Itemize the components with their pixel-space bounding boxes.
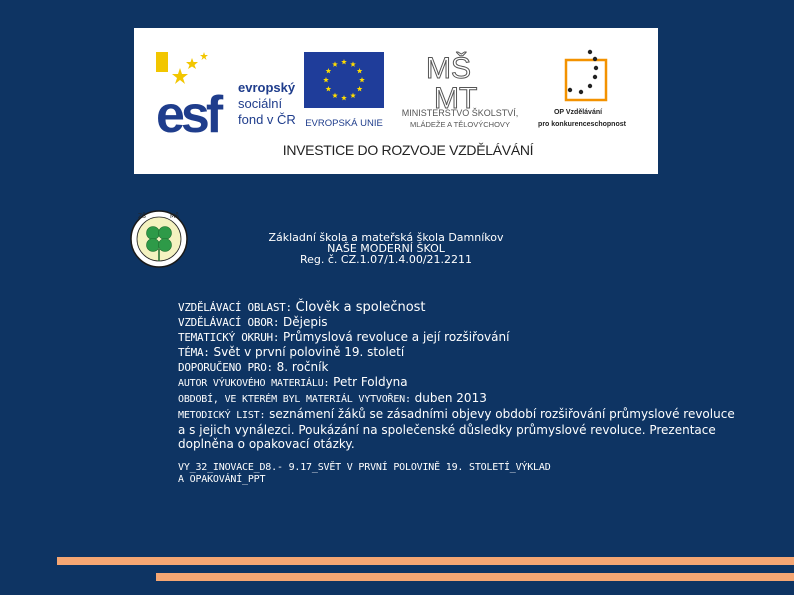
period-row: [178, 391, 738, 407]
school-header: [200, 232, 572, 265]
topic-value: Svět v první polovině 19. století: [213, 345, 405, 359]
recommended-row: [178, 360, 738, 375]
recommended-value: 8. ročník: [276, 360, 329, 374]
registration-number: Reg. č. CZ.1.07/1.4.00/21.2211: [299, 253, 473, 266]
svg-text:MŠ: MŠ: [426, 52, 471, 85]
material-code-line2: A OPAKOVÁNÍ_PPT: [178, 474, 266, 485]
material-code: [178, 462, 738, 486]
esf-line2: sociální: [238, 96, 283, 111]
method-row: [178, 407, 738, 451]
topic-label: TÉMA:: [178, 346, 210, 359]
material-code-line1: VY_32_INOVACE_D8.- 9.17_SVĚT V PRVNÍ POLOVINĚ 19. STOLETÍ_VÝKLAD: [178, 462, 551, 473]
msmt-logo: [402, 51, 519, 129]
svg-text:MŠ: MŠ: [170, 213, 179, 220]
area-row: [178, 300, 738, 315]
theme-label: TEMATICKÝ OKRUH:: [178, 331, 280, 344]
partner-logos-banner: [134, 28, 658, 174]
material-info: [178, 300, 738, 451]
author-label: AUTOR VÝUKOVÉHO MATERIÁLU:: [178, 378, 330, 389]
op-vzdelavani-logo: [538, 50, 627, 128]
area-label: VZDĚLÁVACÍ OBLAST:: [178, 301, 292, 314]
project-name: NAŠE MODERNÍ ŠKOL: [327, 242, 445, 255]
theme-value: Průmyslová revoluce a její rozšiřování: [283, 330, 510, 344]
decorative-stripe-top: [57, 557, 794, 565]
period-value: duben 2013: [414, 391, 487, 405]
method-label: METODICKÝ LIST:: [178, 410, 266, 421]
period-label: OBDOBÍ, VE KTERÉM BYL MATERIÁL VYTVOŘEN:: [178, 394, 411, 405]
op-line2: pro konkurenceschopnost: [538, 121, 626, 128]
eu-label: EVROPSKÁ UNIE: [305, 118, 383, 129]
recommended-label: DOPORUČENO PRO:: [178, 361, 273, 374]
field-row: [178, 315, 738, 330]
esf-line3: fond v ČR: [238, 112, 296, 127]
school-name: Základní škola a mateřská škola Damníkov: [268, 231, 504, 244]
esf-line1: evropský: [238, 80, 296, 95]
msmt-line2: MLÁDEŽE A TĚLOVÝCHOVY: [410, 120, 510, 129]
svg-text:ZŠ: ZŠ: [138, 213, 146, 220]
msmt-line1: MINISTERSTVO ŠKOLSTVÍ,: [401, 108, 519, 118]
field-value: Dějepis: [283, 315, 328, 329]
svg-text:MT: MT: [434, 82, 478, 115]
decorative-stripe-bottom: [156, 573, 794, 581]
author-row: [178, 375, 738, 391]
op-line1: OP Vzdělávání: [553, 109, 603, 116]
topic-row: [178, 345, 738, 360]
method-value: seznámení žáků se zásadními objevy období rozšiřování průmyslové revoluce a s jejich vynálezci. Poukázání na společenské důsledky průmyslové revoluce. Prezentace doplněna o opakovací otázky.: [178, 407, 735, 451]
area-value: Člověk a společnost: [295, 300, 426, 315]
school-logo: [128, 204, 190, 270]
field-label: VZDĚLÁVACÍ OBOR:: [178, 316, 280, 329]
partner-logos: [134, 28, 658, 174]
esf-logo: [156, 52, 296, 144]
author-value: Petr Foldyna: [333, 375, 408, 389]
eu-flag-logo: [304, 52, 384, 129]
theme-row: [178, 330, 738, 345]
banner-slogan: INVESTICE DO ROZVOJE VZDĚLÁVÁNÍ: [282, 142, 534, 158]
svg-text:esf: esf: [156, 86, 220, 144]
